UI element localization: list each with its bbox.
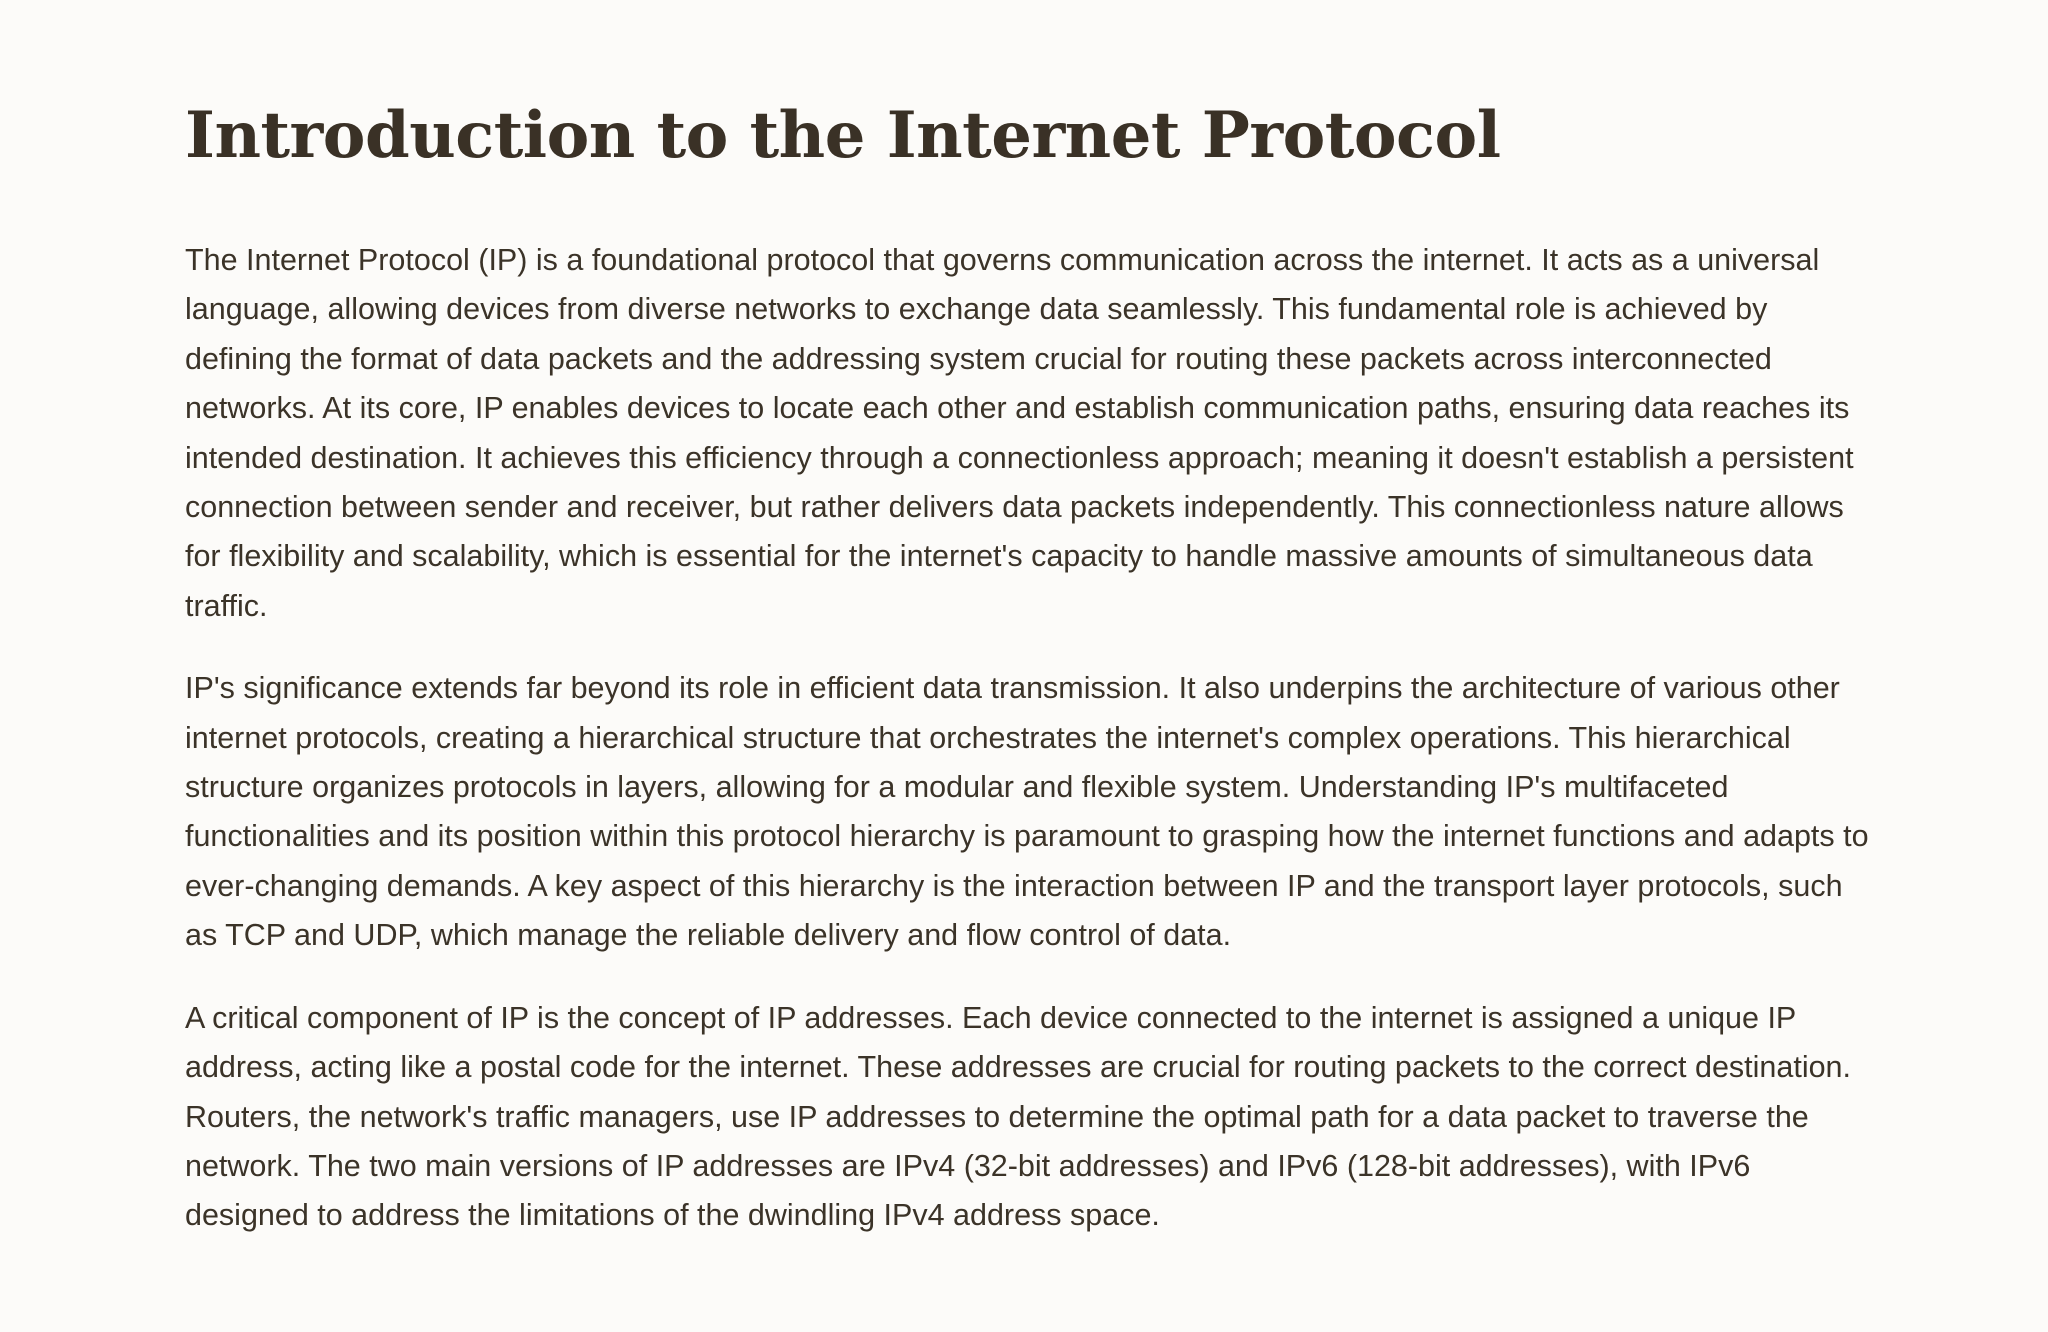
article-body <box>185 236 1875 1241</box>
paragraph-3: A critical component of IP is the concept of IP addresses. Each device connected to the internet is assigned a unique IP address, acting like a postal code for the internet. These addresses are crucial for routing packets to the correct destination. Routers, the network's traffic managers, use IP addresses to determine the optimal path for a data packet to traverse the network. The two main versions of IP addresses are IPv4 (32-bit addresses) and IPv6 (128-bit addresses), with IPv6 designed to address the limitations of the dwindling IPv4 address space. <box>185 1000 1851 1233</box>
paragraph-2: IP's significance extends far beyond its role in efficient data transmission. It also underpins the architecture of various other internet protocols, creating a hierarchical structure that orchestrates the internet's complex operations. This hierarchical structure organizes protocols in layers, allowing for a modular and flexible system. Understanding IP's multifaceted functionalities and its position within this protocol hierarchy is paramount to grasping how the internet functions and adapts to ever-changing demands. A key aspect of this hierarchy is the interaction between IP and the transport layer protocols, such as TCP and UDP, which manage the reliable delivery and flow control of data. <box>185 671 1869 953</box>
paragraph-1: The Internet Protocol (IP) is a foundational protocol that governs communication across the internet. It acts as a universal language, allowing devices from diverse networks to exchange data seamlessly. This fundamental role is achieved by defining the format of data packets and the addressing system crucial for routing these packets across interconnected networks. At its core, IP enables devices to locate each other and establish communication paths, ensuring data reaches its intended destination. It achieves this efficiency through a connectionless approach; meaning it doesn't establish a persistent connection between sender and receiver, but rather delivers data packets independently. This connectionless nature allows for flexibility and scalability, which is essential for the internet's capacity to handle massive amounts of simultaneous data traffic. <box>185 243 1854 623</box>
page-title: Introduction to the Internet Protocol <box>185 98 1501 173</box>
